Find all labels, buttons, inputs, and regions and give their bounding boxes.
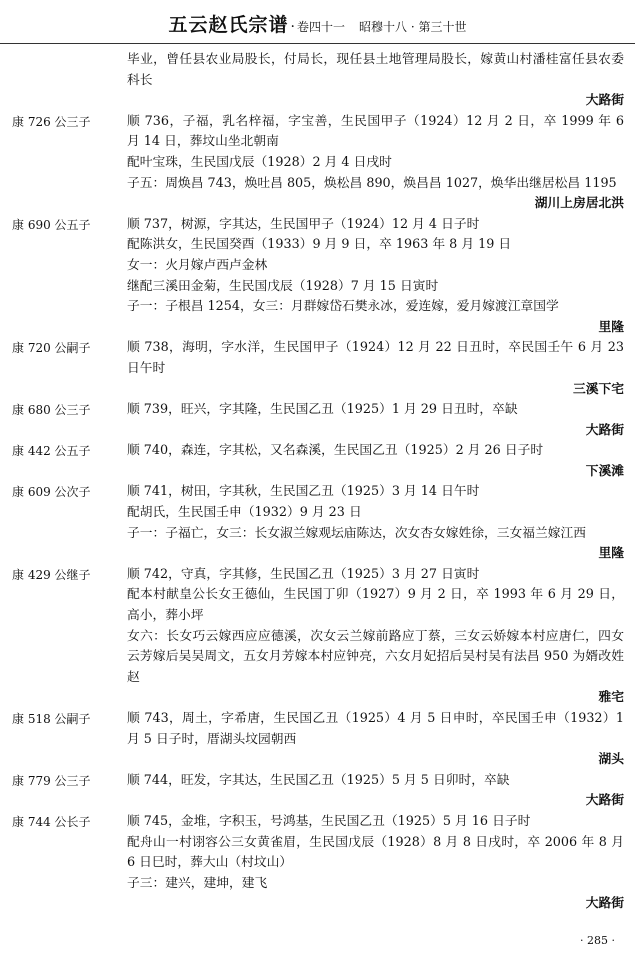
entry-parent: 康 726 公三子 xyxy=(12,114,91,129)
entry-location: 大路街 xyxy=(585,793,624,809)
entry-body xyxy=(127,338,624,400)
entry-parent: 康 690 公五子 xyxy=(12,217,91,232)
entry-location: 湖川上房居北洪 xyxy=(534,196,624,212)
entry-line: 顺 737，树源，字其达，生民国甲子（1924）12 月 4 日子时 xyxy=(127,216,480,232)
entry-line: 顺 741，树田，字其秋，生民国乙丑（1925）3 月 14 日午时 xyxy=(127,484,480,500)
genealogy-entry xyxy=(12,215,624,339)
entry-body xyxy=(127,565,624,709)
entry-body xyxy=(127,709,624,771)
entry-line: 配舟山一村诩容公三女黄雀眉，生民国戊辰（1928）8 月 8 日戌时，卒 2006 年 8 月 6 日巳时，葬大山（村坟山） xyxy=(127,834,624,871)
genealogy-entry xyxy=(12,400,624,441)
entry-line: 女一：火月嫁卢西卢金林 xyxy=(127,257,268,273)
entry-parent: 康 779 公三子 xyxy=(12,773,91,788)
entry-line: 顺 738，海明，字水洋，生民国甲子（1924）12 月 22 日丑时，卒民国壬午 6 月 23 日午时 xyxy=(127,340,624,376)
entry-body xyxy=(127,215,624,339)
entry-line: 顺 744，旺发，字其达，生民国乙丑（1925）5 月 5 日卯时，卒缺 xyxy=(127,772,510,788)
entry-line: 子一：子福亡，女三：长女淑兰嫁观坛庙陈达，次女杏女嫁姓徐，三女福兰嫁江西 xyxy=(127,525,586,541)
entry-line: 配胡氏，生民国壬申（1932）9 月 23 日 xyxy=(127,505,362,521)
entry-parent: 康 680 公三子 xyxy=(12,403,91,418)
entry-line: 女六：长女巧云嫁西应应德溪，次女云兰嫁前路应丁蔡，三女云娇嫁本村应唐仁，四女云芳嫁后吴吴周文，五女月芳嫁本村应钟亮，六女月妃招后吴村吴有法昌 950 为婿改姓赵 xyxy=(127,628,624,685)
page-number: · 285 · xyxy=(580,934,615,947)
genealogy-entry xyxy=(12,709,624,771)
entry-line: 顺 742，守真，字其修，生民国乙丑（1925）3 月 27 日寅时 xyxy=(127,566,480,582)
entry-body xyxy=(127,482,624,564)
entry-location: 大路街 xyxy=(585,896,624,912)
genealogy-entry xyxy=(12,441,624,482)
entry-location: 大路街 xyxy=(585,422,624,438)
header-rule xyxy=(0,43,635,44)
entry-location: 大路街 xyxy=(585,93,624,109)
continued-entry xyxy=(12,50,624,112)
entry-parent: 康 442 公五子 xyxy=(12,444,91,459)
page-header xyxy=(0,10,635,40)
entry-line: 顺 739，旺兴，字其隆，生民国乙丑（1925）1 月 29 日丑时，卒缺 xyxy=(127,402,518,418)
entry-line: 顺 745，金堆，字积玉，号鸿基，生民国乙丑（1925）5 月 16 日子时 xyxy=(127,813,531,829)
volume-label: 卷四十一 xyxy=(297,20,346,34)
genealogy-entry xyxy=(12,812,624,915)
genealogy-entry xyxy=(12,482,624,564)
entry-location: 下溪滩 xyxy=(585,463,624,479)
entry-line: 顺 743，周土，字希唐，生民国乙丑（1925）4 月 5 日申时，卒民国壬申（1932）1 月 5 日子时，厝湖头坟园朝西 xyxy=(127,711,624,747)
genealogy-entry xyxy=(12,338,624,400)
entry-line: 顺 736，子福，乳名梓福，字宝善，生民国甲子（1924）12 月 2 日，卒 1999 年 6 月 14 日，葬坟山坐北朝南 xyxy=(127,113,624,150)
genealogy-entry xyxy=(12,112,624,215)
entry-line: 继配三溪田金菊，生民国戊辰（1928）7 月 15 日寅时 xyxy=(127,278,439,294)
title-separator: · xyxy=(290,19,295,35)
genealogy-entry xyxy=(12,565,624,709)
entry-line: 毕业，曾任县农业局股长，付局长，现任县土地管理局股长，嫁黄山村潘桂富任县农委科长 xyxy=(127,52,624,88)
entry-parent: 康 720 公嗣子 xyxy=(12,341,91,356)
entry-parent: 康 609 公次子 xyxy=(12,485,91,500)
entry-body xyxy=(127,112,624,215)
entry-location: 里隆 xyxy=(598,319,624,335)
entry-parent: 康 518 公嗣子 xyxy=(12,712,91,726)
entry-body xyxy=(127,771,624,812)
entry-location: 湖头 xyxy=(598,752,624,768)
book-title: 五云赵氏宗谱 xyxy=(168,14,289,36)
entry-line: 配叶宝珠，生民国戊辰（1928）2 月 4 日戌时 xyxy=(127,154,392,170)
genealogy-entry xyxy=(12,771,624,812)
entry-parent: 康 429 公继子 xyxy=(12,567,91,582)
entry-body xyxy=(127,400,624,441)
entry-parent: 康 744 公长子 xyxy=(12,814,91,829)
entry-line: 子一：子根昌 1254，女三：月群嫁岱石樊永冰，爱连嫁，爱月嫁渡江章国学 xyxy=(127,299,559,315)
entry-body xyxy=(127,441,624,482)
entry-location: 里隆 xyxy=(598,546,624,562)
entry-location: 雅宅 xyxy=(598,690,624,706)
entry-body xyxy=(127,812,624,915)
generation-label: 昭穆十八 · 第三十世 xyxy=(359,20,467,34)
entry-location: 三溪下宅 xyxy=(573,381,624,397)
entry-line: 子三：建兴，建坤，建飞 xyxy=(127,875,268,891)
genealogy-content xyxy=(12,50,624,915)
entry-line: 顺 740，森连，字其松，又名森溪，生民国乙丑（1925）2 月 26 日子时 xyxy=(127,443,544,459)
entry-line: 子五：周焕昌 743，焕吐昌 805，焕松昌 890，焕昌昌 1027，焕华出继居松昌 1195 xyxy=(127,175,617,191)
entry-line: 配陈洪女，生民国癸酉（1933）9 月 9 日，卒 1963 年 8 月 19 日 xyxy=(127,237,512,253)
entry-line: 配本村献皇公长女王德仙，生民国丁卯（1927）9 月 2 日，卒 1993 年 6 月 29 日，高小，葬小坪 xyxy=(127,587,624,624)
